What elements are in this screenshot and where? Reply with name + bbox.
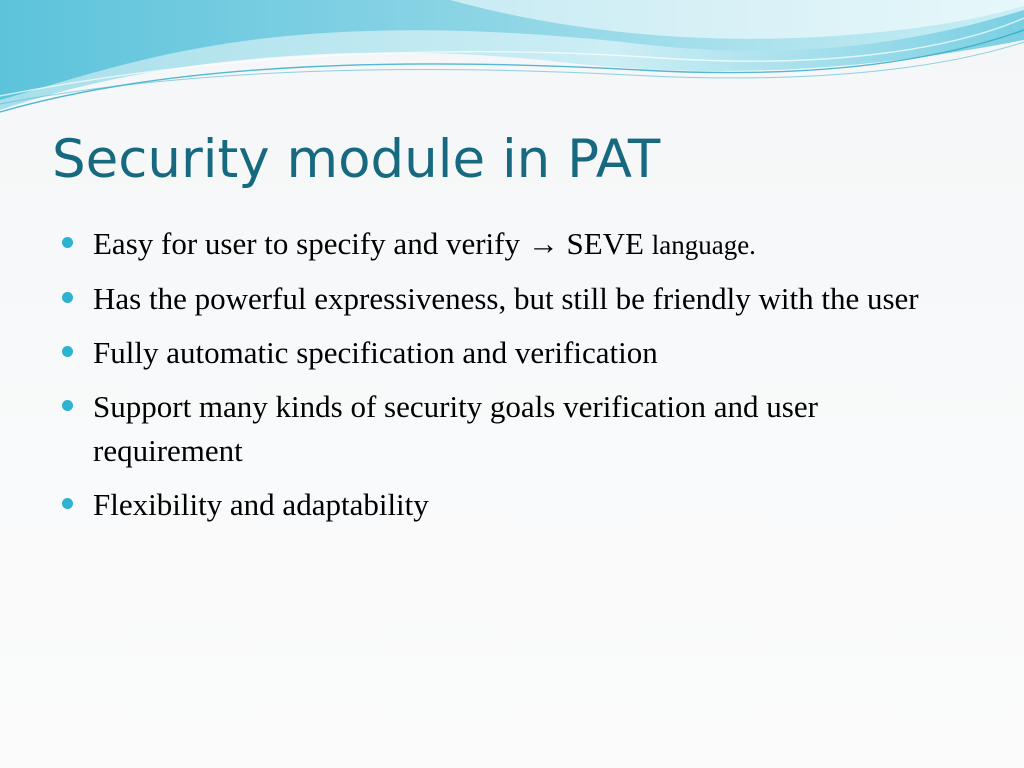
bullet-icon bbox=[62, 237, 73, 248]
bullet-text: Flexibility and adaptability bbox=[93, 487, 429, 522]
bullet-item bbox=[62, 483, 962, 527]
header-wave-decoration bbox=[0, 0, 1024, 130]
bullet-text: Fully automatic specification and verification bbox=[93, 335, 658, 370]
bullet-icon bbox=[62, 400, 73, 411]
bullet-item bbox=[62, 277, 962, 321]
bullet-text: Has the powerful expressiveness, but still be friendly with the user bbox=[93, 281, 919, 316]
bullet-icon bbox=[62, 292, 73, 303]
bullet-icon bbox=[62, 498, 73, 509]
bullet-text: Support many kinds of security goals verification and user requirement bbox=[93, 389, 818, 468]
bullet-text-small: language. bbox=[651, 230, 756, 260]
bullet-text: Easy for user to specify and verify → SEVE bbox=[93, 226, 652, 261]
bullet-icon bbox=[62, 346, 73, 357]
slide-title: Security module in PAT bbox=[52, 129, 661, 190]
bullet-item bbox=[62, 331, 962, 375]
bullet-list bbox=[62, 222, 962, 537]
bullet-item bbox=[62, 222, 962, 267]
bullet-item bbox=[62, 385, 962, 473]
